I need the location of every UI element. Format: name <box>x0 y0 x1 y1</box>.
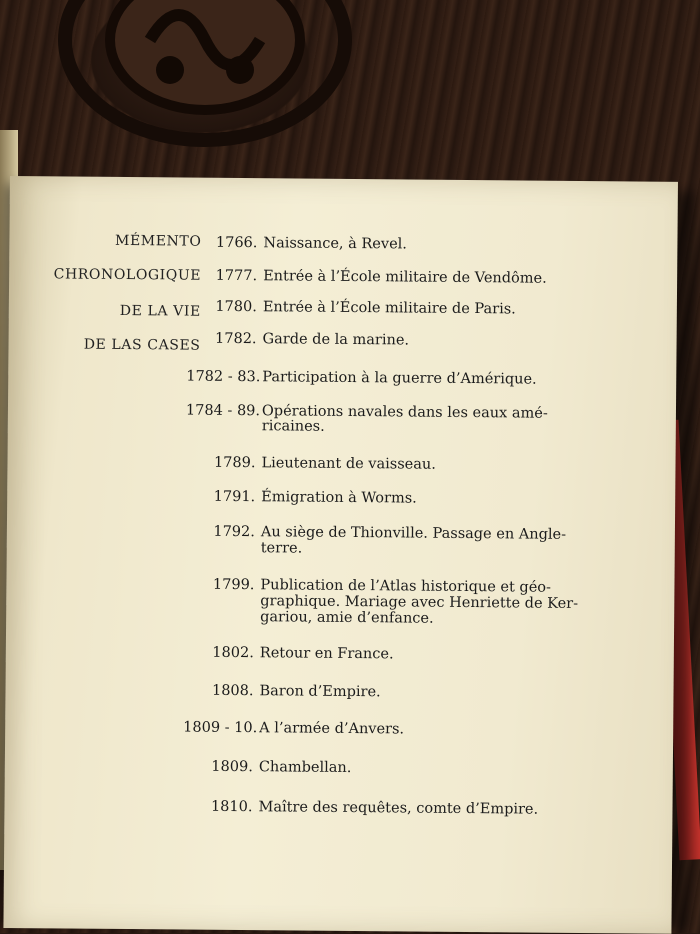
entry-text: Participation à la guerre d’Amérique. <box>262 369 537 388</box>
entry-text: Lieutenant de vaisseau. <box>261 455 436 473</box>
entry-text: Maître des requêtes, comte d’Empire. <box>258 799 539 818</box>
entry-year: 1809 - 10. <box>183 719 258 737</box>
entry-year: 1782. <box>215 330 257 348</box>
entry-year: 1782 - 83. <box>186 368 261 386</box>
entry-text: Garde de la marine. <box>262 331 410 349</box>
entry-text: Opérations navales dans les eaux amé- <box>261 403 548 422</box>
entry-text: Au siège de Thionville. Passage en Angle- <box>260 524 567 543</box>
entry-text-continued: gariou, amie d’enfance. <box>260 609 434 627</box>
entry-year: 1789. <box>213 454 256 472</box>
entry-year: 1810. <box>210 798 253 816</box>
entry-year: 1780. <box>215 298 257 316</box>
book-page <box>3 176 678 934</box>
heading-line-1: MÉMENTO <box>114 232 202 250</box>
entry-text: Entrée à l’École militaire de Paris. <box>262 299 516 318</box>
carved-wood-ornament <box>40 0 370 160</box>
entry-year: 1792. <box>213 523 255 541</box>
entry-text: Retour en France. <box>259 645 394 663</box>
entry-text: Chambellan. <box>258 759 352 777</box>
entry-text-continued: terre. <box>260 540 303 557</box>
entry-text-continued: graphique. Mariage avec Henriette de Ker- <box>260 593 579 612</box>
entry-year: 1809. <box>211 758 253 776</box>
entry-year: 1791. <box>213 488 256 506</box>
entry-year: 1784 - 89. <box>185 402 261 420</box>
entry-text: Entrée à l’École militaire de Vendôme. <box>263 268 547 287</box>
entry-year: 1808. <box>211 682 254 700</box>
entry-text: Émigration à Worms. <box>261 489 417 507</box>
entry-year: 1766. <box>215 234 258 252</box>
entry-year: 1799. <box>212 576 255 594</box>
heading-line-2: CHRONOLOGIQUE <box>53 266 202 284</box>
heading-line-4: DE LAS CASES <box>83 336 201 354</box>
heading-line-3: DE LA VIE <box>119 302 201 320</box>
entry-text: Naissance, à Revel. <box>263 235 408 253</box>
entry-text: Publication de l’Atlas historique et géo- <box>260 577 552 596</box>
entry-text-continued: ricaines. <box>261 418 325 435</box>
entry-text: A l’armée d’Anvers. <box>259 720 405 738</box>
entry-year: 1777. <box>215 267 258 285</box>
entry-year: 1802. <box>212 644 254 662</box>
entry-text: Baron d’Empire. <box>259 683 381 701</box>
